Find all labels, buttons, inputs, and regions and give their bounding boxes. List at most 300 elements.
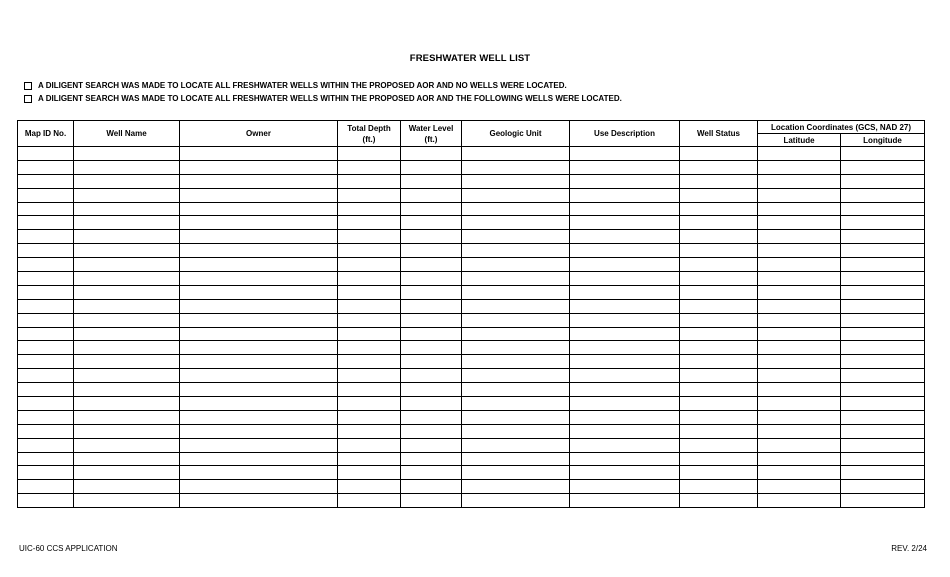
cell-water-level[interactable]: [401, 383, 462, 397]
cell-longitude[interactable]: [841, 216, 925, 230]
cell-longitude[interactable]: [841, 424, 925, 438]
cell-geologic-unit[interactable]: [462, 272, 570, 286]
cell-well-name[interactable]: [74, 369, 180, 383]
cell-longitude[interactable]: [841, 327, 925, 341]
table-row: [18, 285, 925, 299]
cell-use-description[interactable]: [570, 438, 680, 452]
cell-owner[interactable]: [180, 299, 338, 313]
cell-map-id[interactable]: [18, 480, 74, 494]
cell-latitude[interactable]: [758, 397, 841, 411]
table-row: [18, 272, 925, 286]
cell-well-status[interactable]: [680, 160, 758, 174]
cell-well-name[interactable]: [74, 230, 180, 244]
cell-well-name[interactable]: [74, 160, 180, 174]
cell-water-level[interactable]: [401, 147, 462, 161]
cell-use-description[interactable]: [570, 272, 680, 286]
cell-owner[interactable]: [180, 383, 338, 397]
cell-geologic-unit[interactable]: [462, 438, 570, 452]
cell-well-name[interactable]: [74, 285, 180, 299]
cell-longitude[interactable]: [841, 397, 925, 411]
cell-longitude[interactable]: [841, 188, 925, 202]
cell-water-level[interactable]: [401, 397, 462, 411]
cell-owner[interactable]: [180, 147, 338, 161]
cell-well-status[interactable]: [680, 216, 758, 230]
cell-use-description[interactable]: [570, 327, 680, 341]
table-row: [18, 147, 925, 161]
cell-geologic-unit[interactable]: [462, 244, 570, 258]
cell-use-description[interactable]: [570, 424, 680, 438]
cell-well-name[interactable]: [74, 397, 180, 411]
cell-longitude[interactable]: [841, 480, 925, 494]
cell-longitude[interactable]: [841, 355, 925, 369]
freshwater-well-table: [17, 120, 925, 508]
table-row: [18, 160, 925, 174]
cell-geologic-unit[interactable]: [462, 466, 570, 480]
cell-total-depth[interactable]: [338, 160, 401, 174]
table-body: [18, 147, 925, 508]
cell-geologic-unit[interactable]: [462, 299, 570, 313]
cell-well-name[interactable]: [74, 355, 180, 369]
cell-geologic-unit[interactable]: [462, 188, 570, 202]
cell-well-status[interactable]: [680, 230, 758, 244]
cell-total-depth[interactable]: [338, 480, 401, 494]
cell-geologic-unit[interactable]: [462, 313, 570, 327]
cell-well-status[interactable]: [680, 424, 758, 438]
cell-map-id[interactable]: [18, 188, 74, 202]
cell-map-id[interactable]: [18, 341, 74, 355]
table-row: [18, 438, 925, 452]
cell-owner[interactable]: [180, 174, 338, 188]
cell-total-depth[interactable]: [338, 410, 401, 424]
cell-total-depth[interactable]: [338, 188, 401, 202]
option-wells-located[interactable]: [24, 94, 622, 103]
cell-use-description[interactable]: [570, 466, 680, 480]
cell-owner[interactable]: [180, 160, 338, 174]
cell-geologic-unit[interactable]: [462, 216, 570, 230]
cell-latitude[interactable]: [758, 369, 841, 383]
cell-total-depth[interactable]: [338, 327, 401, 341]
cell-water-level[interactable]: [401, 174, 462, 188]
cell-total-depth[interactable]: [338, 341, 401, 355]
cell-geologic-unit[interactable]: [462, 397, 570, 411]
cell-total-depth[interactable]: [338, 299, 401, 313]
cell-well-status[interactable]: [680, 258, 758, 272]
cell-map-id[interactable]: [18, 424, 74, 438]
table-row: [18, 369, 925, 383]
table-row: [18, 174, 925, 188]
cell-longitude[interactable]: [841, 313, 925, 327]
cell-well-status[interactable]: [680, 397, 758, 411]
cell-well-status[interactable]: [680, 341, 758, 355]
cell-owner[interactable]: [180, 230, 338, 244]
table-row: [18, 424, 925, 438]
cell-well-status[interactable]: [680, 410, 758, 424]
cell-map-id[interactable]: [18, 466, 74, 480]
cell-longitude[interactable]: [841, 369, 925, 383]
cell-total-depth[interactable]: [338, 174, 401, 188]
cell-use-description[interactable]: [570, 313, 680, 327]
header-total-depth-line2: (ft.): [362, 134, 376, 144]
cell-geologic-unit[interactable]: [462, 383, 570, 397]
cell-owner[interactable]: [180, 313, 338, 327]
header-water-level-line1: Water Level: [408, 123, 454, 133]
cell-well-name[interactable]: [74, 410, 180, 424]
cell-latitude[interactable]: [758, 494, 841, 508]
cell-well-status[interactable]: [680, 299, 758, 313]
cell-well-name[interactable]: [74, 188, 180, 202]
cell-well-status[interactable]: [680, 272, 758, 286]
cell-map-id[interactable]: [18, 160, 74, 174]
cell-well-name[interactable]: [74, 341, 180, 355]
cell-water-level[interactable]: [401, 202, 462, 216]
cell-latitude[interactable]: [758, 147, 841, 161]
header-geologic-unit: Geologic Unit: [462, 121, 570, 147]
cell-longitude[interactable]: [841, 174, 925, 188]
table-row: [18, 216, 925, 230]
cell-total-depth[interactable]: [338, 452, 401, 466]
cell-water-level[interactable]: [401, 410, 462, 424]
cell-geologic-unit[interactable]: [462, 480, 570, 494]
cell-water-level[interactable]: [401, 272, 462, 286]
cell-map-id[interactable]: [18, 285, 74, 299]
wells-located-checkbox[interactable]: [24, 95, 32, 103]
page-title: FRESHWATER WELL LIST: [409, 53, 531, 64]
cell-use-description[interactable]: [570, 202, 680, 216]
cell-total-depth[interactable]: [338, 230, 401, 244]
cell-map-id[interactable]: [18, 355, 74, 369]
cell-owner[interactable]: [180, 369, 338, 383]
cell-owner[interactable]: [180, 494, 338, 508]
cell-longitude[interactable]: [841, 410, 925, 424]
header-map-id: Map ID No.: [18, 121, 74, 147]
cell-latitude[interactable]: [758, 341, 841, 355]
cell-map-id[interactable]: [18, 230, 74, 244]
cell-total-depth[interactable]: [338, 216, 401, 230]
cell-water-level[interactable]: [401, 216, 462, 230]
header-latitude: Latitude: [758, 134, 841, 147]
cell-well-name[interactable]: [74, 202, 180, 216]
cell-latitude[interactable]: [758, 258, 841, 272]
cell-geologic-unit[interactable]: [462, 160, 570, 174]
cell-well-name[interactable]: [74, 424, 180, 438]
cell-total-depth[interactable]: [338, 397, 401, 411]
cell-map-id[interactable]: [18, 202, 74, 216]
cell-well-name[interactable]: [74, 272, 180, 286]
cell-longitude[interactable]: [841, 452, 925, 466]
cell-total-depth[interactable]: [338, 244, 401, 258]
cell-latitude[interactable]: [758, 244, 841, 258]
cell-longitude[interactable]: [841, 258, 925, 272]
cell-geologic-unit[interactable]: [462, 327, 570, 341]
cell-total-depth[interactable]: [338, 147, 401, 161]
cell-geologic-unit[interactable]: [462, 147, 570, 161]
cell-well-status[interactable]: [680, 369, 758, 383]
cell-map-id[interactable]: [18, 216, 74, 230]
cell-well-status[interactable]: [680, 327, 758, 341]
cell-map-id[interactable]: [18, 397, 74, 411]
cell-longitude[interactable]: [841, 160, 925, 174]
cell-owner[interactable]: [180, 438, 338, 452]
cell-latitude[interactable]: [758, 466, 841, 480]
cell-well-status[interactable]: [680, 355, 758, 369]
table-row: [18, 258, 925, 272]
table-row: [18, 466, 925, 480]
table-row: [18, 341, 925, 355]
cell-total-depth[interactable]: [338, 258, 401, 272]
cell-well-status[interactable]: [680, 174, 758, 188]
cell-well-status[interactable]: [680, 188, 758, 202]
cell-owner[interactable]: [180, 244, 338, 258]
cell-owner[interactable]: [180, 216, 338, 230]
cell-use-description[interactable]: [570, 369, 680, 383]
cell-use-description[interactable]: [570, 452, 680, 466]
cell-latitude[interactable]: [758, 355, 841, 369]
cell-well-name[interactable]: [74, 494, 180, 508]
cell-map-id[interactable]: [18, 147, 74, 161]
cell-total-depth[interactable]: [338, 355, 401, 369]
cell-longitude[interactable]: [841, 285, 925, 299]
cell-latitude[interactable]: [758, 216, 841, 230]
cell-well-status[interactable]: [680, 494, 758, 508]
header-location-coordinates: Location Coordinates (GCS, NAD 27): [758, 121, 925, 134]
table-row: [18, 188, 925, 202]
cell-well-name[interactable]: [74, 216, 180, 230]
cell-water-level[interactable]: [401, 355, 462, 369]
table-row: [18, 355, 925, 369]
table-row: [18, 480, 925, 494]
cell-well-name[interactable]: [74, 313, 180, 327]
cell-use-description[interactable]: [570, 355, 680, 369]
cell-water-level[interactable]: [401, 494, 462, 508]
cell-total-depth[interactable]: [338, 313, 401, 327]
cell-geologic-unit[interactable]: [462, 410, 570, 424]
cell-total-depth[interactable]: [338, 466, 401, 480]
cell-water-level[interactable]: [401, 424, 462, 438]
cell-map-id[interactable]: [18, 299, 74, 313]
cell-use-description[interactable]: [570, 258, 680, 272]
cell-well-status[interactable]: [680, 147, 758, 161]
cell-use-description[interactable]: [570, 216, 680, 230]
cell-longitude[interactable]: [841, 494, 925, 508]
cell-water-level[interactable]: [401, 341, 462, 355]
cell-map-id[interactable]: [18, 438, 74, 452]
cell-latitude[interactable]: [758, 327, 841, 341]
cell-well-name[interactable]: [74, 299, 180, 313]
cell-longitude[interactable]: [841, 438, 925, 452]
cell-use-description[interactable]: [570, 397, 680, 411]
cell-well-name[interactable]: [74, 480, 180, 494]
cell-owner[interactable]: [180, 480, 338, 494]
cell-water-level[interactable]: [401, 438, 462, 452]
cell-use-description[interactable]: [570, 160, 680, 174]
cell-total-depth[interactable]: [338, 272, 401, 286]
cell-water-level[interactable]: [401, 160, 462, 174]
cell-total-depth[interactable]: [338, 285, 401, 299]
cell-map-id[interactable]: [18, 313, 74, 327]
cell-latitude[interactable]: [758, 202, 841, 216]
cell-longitude[interactable]: [841, 299, 925, 313]
cell-total-depth[interactable]: [338, 202, 401, 216]
option-no-wells-located[interactable]: [24, 81, 567, 90]
cell-map-id[interactable]: [18, 369, 74, 383]
no-wells-checkbox[interactable]: [24, 82, 32, 90]
cell-map-id[interactable]: [18, 174, 74, 188]
cell-geologic-unit[interactable]: [462, 285, 570, 299]
cell-use-description[interactable]: [570, 285, 680, 299]
cell-well-status[interactable]: [680, 313, 758, 327]
cell-geologic-unit[interactable]: [462, 424, 570, 438]
cell-use-description[interactable]: [570, 244, 680, 258]
cell-latitude[interactable]: [758, 452, 841, 466]
cell-latitude[interactable]: [758, 272, 841, 286]
cell-geologic-unit[interactable]: [462, 174, 570, 188]
table-row: [18, 452, 925, 466]
cell-owner[interactable]: [180, 202, 338, 216]
cell-latitude[interactable]: [758, 383, 841, 397]
cell-use-description[interactable]: [570, 230, 680, 244]
cell-latitude[interactable]: [758, 480, 841, 494]
cell-latitude[interactable]: [758, 285, 841, 299]
header-well-status: Well Status: [680, 121, 758, 147]
cell-longitude[interactable]: [841, 147, 925, 161]
footer-form-id: UIC-60 CCS APPLICATION: [19, 544, 118, 553]
table-row: [18, 494, 925, 508]
cell-owner[interactable]: [180, 452, 338, 466]
cell-water-level[interactable]: [401, 466, 462, 480]
cell-well-name[interactable]: [74, 258, 180, 272]
header-use-description: Use Description: [570, 121, 680, 147]
cell-water-level[interactable]: [401, 285, 462, 299]
header-longitude: Longitude: [841, 134, 925, 147]
cell-geologic-unit[interactable]: [462, 452, 570, 466]
cell-use-description[interactable]: [570, 494, 680, 508]
cell-owner[interactable]: [180, 341, 338, 355]
cell-map-id[interactable]: [18, 244, 74, 258]
cell-latitude[interactable]: [758, 410, 841, 424]
cell-well-name[interactable]: [74, 452, 180, 466]
cell-well-name[interactable]: [74, 466, 180, 480]
cell-geologic-unit[interactable]: [462, 230, 570, 244]
cell-owner[interactable]: [180, 272, 338, 286]
cell-use-description[interactable]: [570, 410, 680, 424]
cell-well-status[interactable]: [680, 466, 758, 480]
cell-geologic-unit[interactable]: [462, 341, 570, 355]
cell-geologic-unit[interactable]: [462, 369, 570, 383]
cell-owner[interactable]: [180, 466, 338, 480]
cell-longitude[interactable]: [841, 202, 925, 216]
cell-map-id[interactable]: [18, 272, 74, 286]
cell-total-depth[interactable]: [338, 369, 401, 383]
cell-water-level[interactable]: [401, 327, 462, 341]
cell-map-id[interactable]: [18, 258, 74, 272]
cell-map-id[interactable]: [18, 494, 74, 508]
cell-owner[interactable]: [180, 327, 338, 341]
header-owner: Owner: [180, 121, 338, 147]
footer-revision: REV. 2/24: [891, 544, 927, 553]
cell-water-level[interactable]: [401, 480, 462, 494]
cell-use-description[interactable]: [570, 383, 680, 397]
cell-longitude[interactable]: [841, 466, 925, 480]
cell-longitude[interactable]: [841, 272, 925, 286]
cell-owner[interactable]: [180, 397, 338, 411]
cell-longitude[interactable]: [841, 341, 925, 355]
cell-well-status[interactable]: [680, 452, 758, 466]
cell-well-status[interactable]: [680, 480, 758, 494]
cell-use-description[interactable]: [570, 188, 680, 202]
cell-water-level[interactable]: [401, 244, 462, 258]
cell-water-level[interactable]: [401, 452, 462, 466]
cell-owner[interactable]: [180, 410, 338, 424]
cell-total-depth[interactable]: [338, 383, 401, 397]
cell-water-level[interactable]: [401, 369, 462, 383]
cell-use-description[interactable]: [570, 341, 680, 355]
header-total-depth-line1: Total Depth: [347, 123, 391, 133]
header-well-name: Well Name: [74, 121, 180, 147]
cell-longitude[interactable]: [841, 230, 925, 244]
cell-geologic-unit[interactable]: [462, 494, 570, 508]
cell-water-level[interactable]: [401, 230, 462, 244]
cell-water-level[interactable]: [401, 313, 462, 327]
cell-well-status[interactable]: [680, 244, 758, 258]
cell-map-id[interactable]: [18, 383, 74, 397]
cell-well-name[interactable]: [74, 174, 180, 188]
cell-geologic-unit[interactable]: [462, 258, 570, 272]
cell-well-name[interactable]: [74, 383, 180, 397]
cell-well-status[interactable]: [680, 383, 758, 397]
cell-owner[interactable]: [180, 355, 338, 369]
cell-map-id[interactable]: [18, 410, 74, 424]
cell-water-level[interactable]: [401, 299, 462, 313]
cell-latitude[interactable]: [758, 313, 841, 327]
cell-use-description[interactable]: [570, 480, 680, 494]
table-row: [18, 397, 925, 411]
cell-latitude[interactable]: [758, 424, 841, 438]
cell-latitude[interactable]: [758, 299, 841, 313]
cell-latitude[interactable]: [758, 160, 841, 174]
cell-well-status[interactable]: [680, 285, 758, 299]
cell-owner[interactable]: [180, 188, 338, 202]
cell-owner[interactable]: [180, 424, 338, 438]
cell-water-level[interactable]: [401, 258, 462, 272]
cell-well-name[interactable]: [74, 438, 180, 452]
cell-longitude[interactable]: [841, 383, 925, 397]
cell-well-name[interactable]: [74, 147, 180, 161]
cell-use-description[interactable]: [570, 147, 680, 161]
cell-geologic-unit[interactable]: [462, 355, 570, 369]
cell-latitude[interactable]: [758, 230, 841, 244]
cell-longitude[interactable]: [841, 244, 925, 258]
cell-latitude[interactable]: [758, 188, 841, 202]
cell-geologic-unit[interactable]: [462, 202, 570, 216]
cell-map-id[interactable]: [18, 452, 74, 466]
cell-total-depth[interactable]: [338, 494, 401, 508]
cell-well-name[interactable]: [74, 327, 180, 341]
cell-use-description[interactable]: [570, 299, 680, 313]
cell-total-depth[interactable]: [338, 438, 401, 452]
cell-latitude[interactable]: [758, 174, 841, 188]
cell-owner[interactable]: [180, 258, 338, 272]
cell-owner[interactable]: [180, 285, 338, 299]
cell-well-status[interactable]: [680, 202, 758, 216]
cell-well-name[interactable]: [74, 244, 180, 258]
cell-map-id[interactable]: [18, 327, 74, 341]
cell-water-level[interactable]: [401, 188, 462, 202]
cell-total-depth[interactable]: [338, 424, 401, 438]
option-label: A DILIGENT SEARCH WAS MADE TO LOCATE ALL FRESHWATER WELLS WITHIN THE PROPOSED AOR AND THE FOLLOWING WELLS WERE LOCATED.: [38, 94, 622, 103]
cell-well-status[interactable]: [680, 438, 758, 452]
cell-use-description[interactable]: [570, 174, 680, 188]
cell-latitude[interactable]: [758, 438, 841, 452]
